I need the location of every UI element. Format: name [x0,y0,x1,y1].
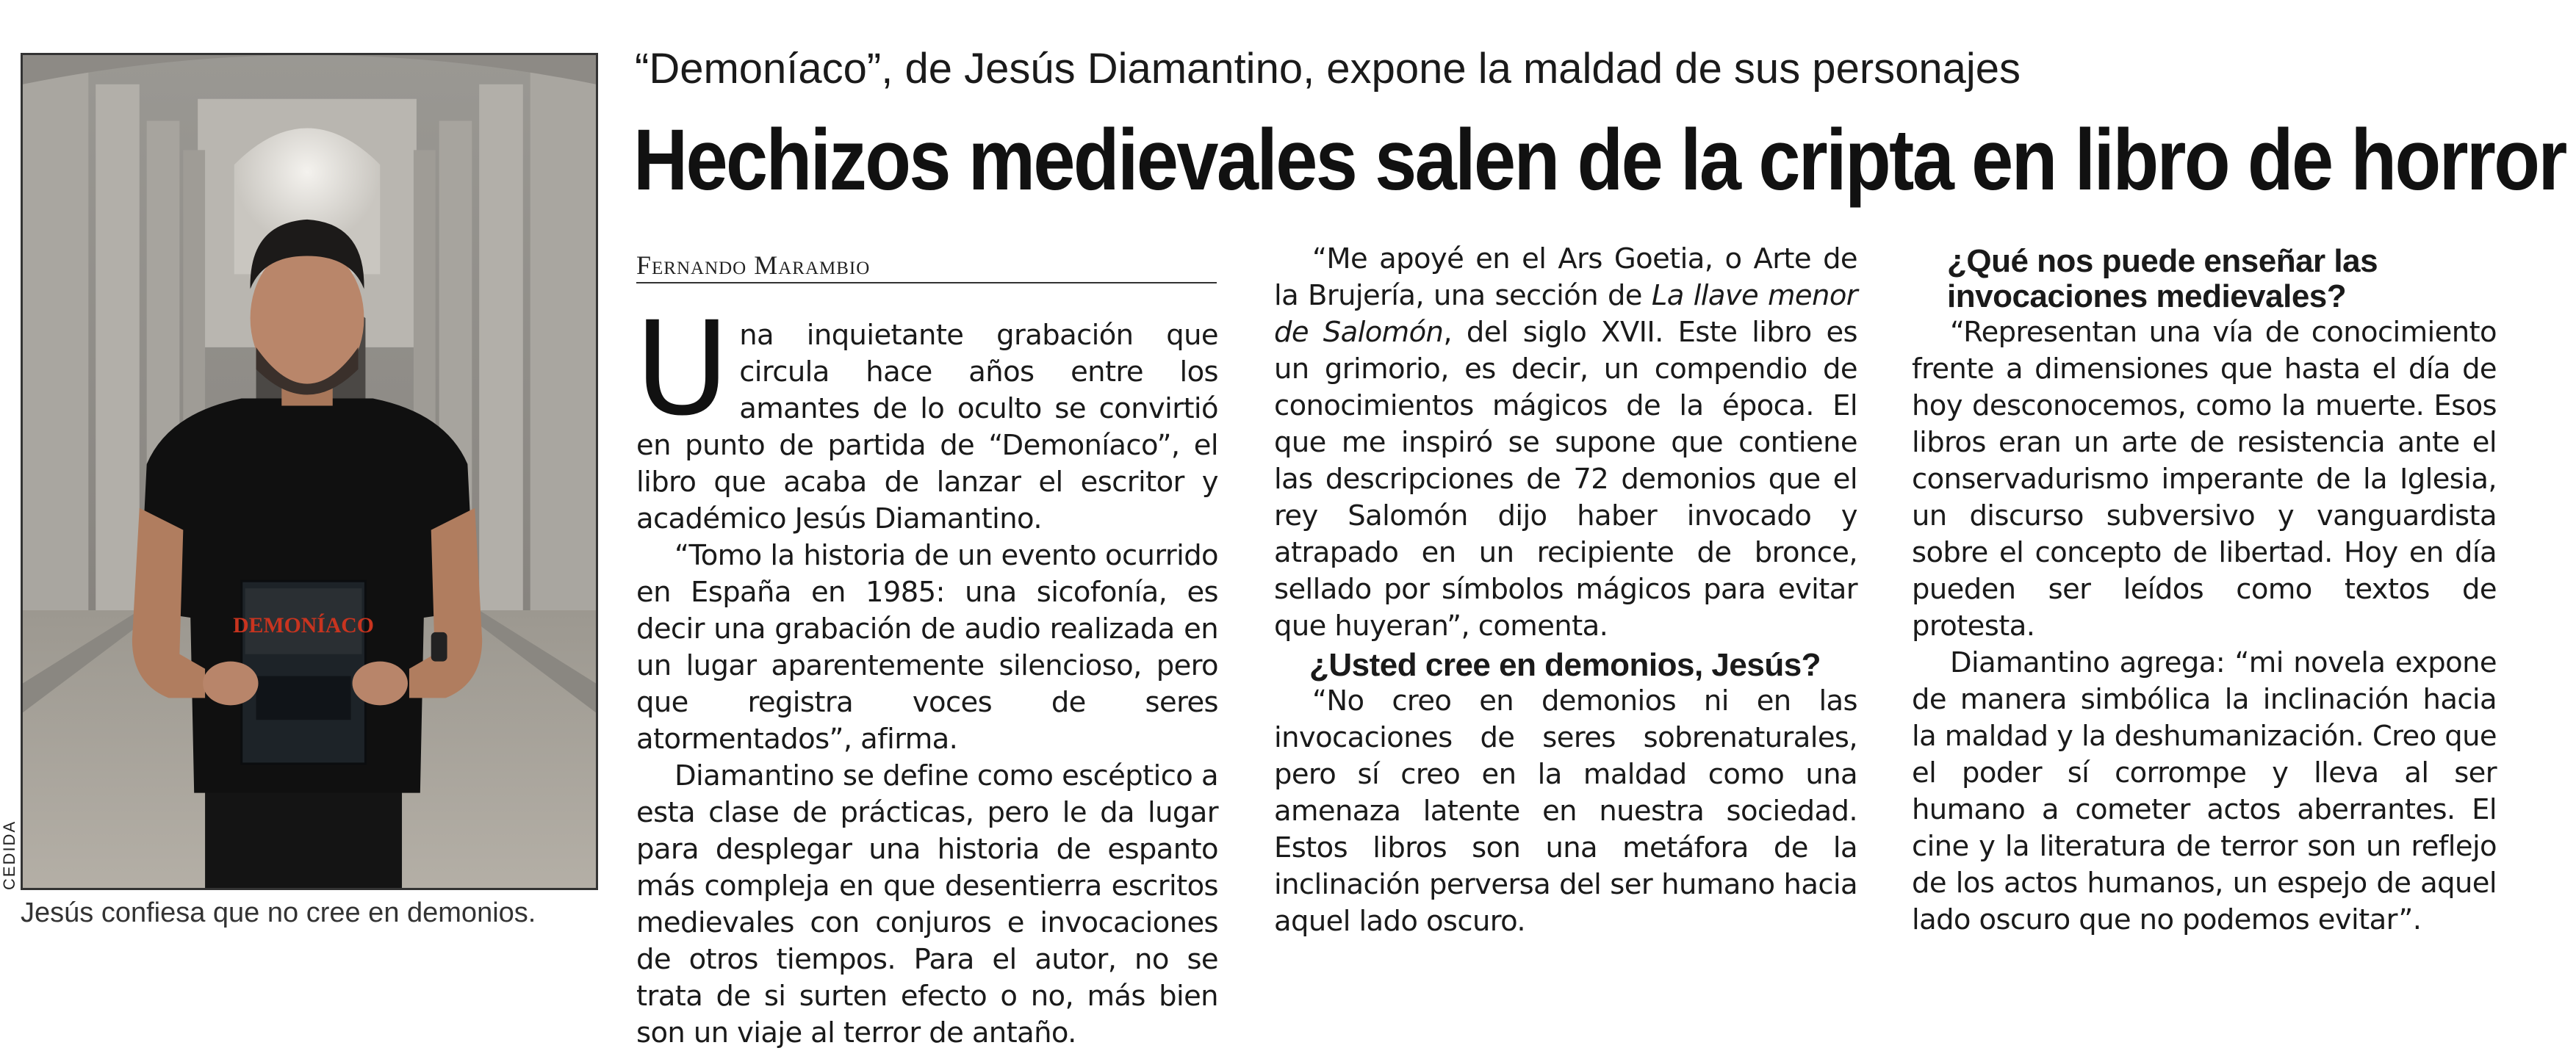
article-byline: Fernando Marambio [636,250,1217,283]
question-2: ¿Qué nos puede enseñar las invocaciones medievales? [1947,243,2378,314]
paragraph-2: “Tomo la historia de un evento ocurrido en España en 1985: una sicofonía, es decir una grabación de audio realizada en un lugar aparentemente silencioso, pero que registra voces de seres atormentados”, afirma. [636,539,1218,756]
book-title: DEMONÍACO [233,612,374,637]
paragraph-6: “Representan una vía de conocimiento frente a dimensiones que hasta el día de hoy desconocemos, como la muerte. Esos libros eran un arte de resistencia ante el conservadurismo imperante de la Iglesia, un discurso subversivo y vanguardista sobre el concepto de libertad. Hoy en día pueden ser leídos como textos de protesta. [1912,316,2497,643]
question-1: ¿Usted cree en demonios, Jesús? [1309,647,1821,683]
photo-credit: CEDIDA [0,820,18,890]
paragraph-1: Una inquietante grabación que circula hace años entre los amantes de lo oculto se convirtió en punto de partida de “Demoníaco”, el libro que acaba de lanzar el escritor y académico Jesús Diamantino. [635,294,1218,535]
article-headline: Hechizos medievales salen de la cripta en libro de horror [633,112,2566,209]
paragraph-7: Diamantino agrega: “mi novela expone de manera simbólica la inclinación hacia la maldad y la deshumanización. Creo que el poder sí corrompe y lleva al ser humano a cometer actos aberrantes. El cine y la literatura de terror son un reflejo de los actos humanos, un espejo de aquel lado oscuro que no podemos evitar”. [1912,646,2497,936]
article-column-3 [1912,241,2497,939]
paragraph-3: Diamantino se define como escéptico a esta clase de prácticas, pero le da lugar para desplegar una historia de espanto más compleja en que desentierra escritos medievales con conjuros e invocaciones de otros tiempos. Para el autor, no se trata de si surten efecto o no, más bien son un viaje al terror de antaño. [636,759,1218,1049]
photo-illustration [23,55,596,888]
paragraph-4: “Me apoyé en el Ars Goetia, o Arte de la Brujería, una sección de La llave menor de Salomón, del siglo XVII. Este libro es un grimorio, es decir, un compendio de conocimientos mágicos de la época. El que me inspiró se supone que contiene las descripciones de 72 demonios que el rey Salomón dijo haber invocado y atrapado en un recipiente de bronce, sellado por símbolos mágicos para evitar que huyeran”, comenta. [1274,242,1858,643]
paragraph-5: “No creo en demonios ni en las invocaciones de seres sobrenaturales, pero sí creo en la maldad como una amenaza latente en nuestra sociedad. Estos libros son una metáfora de la inclinación perversa del ser humano hacia aquel lado oscuro. [1274,684,1857,938]
article-column-2 [1274,241,1857,940]
article-column-1 [635,294,1218,1052]
dropcap: U [635,294,730,444]
article-photo [21,53,598,890]
article-kicker: “Demoníaco”, de Jesús Diamantino, expone la maldad de sus personajes [635,45,2021,93]
photo-caption: Jesús confiesa que no cree en demonios. [21,897,536,928]
